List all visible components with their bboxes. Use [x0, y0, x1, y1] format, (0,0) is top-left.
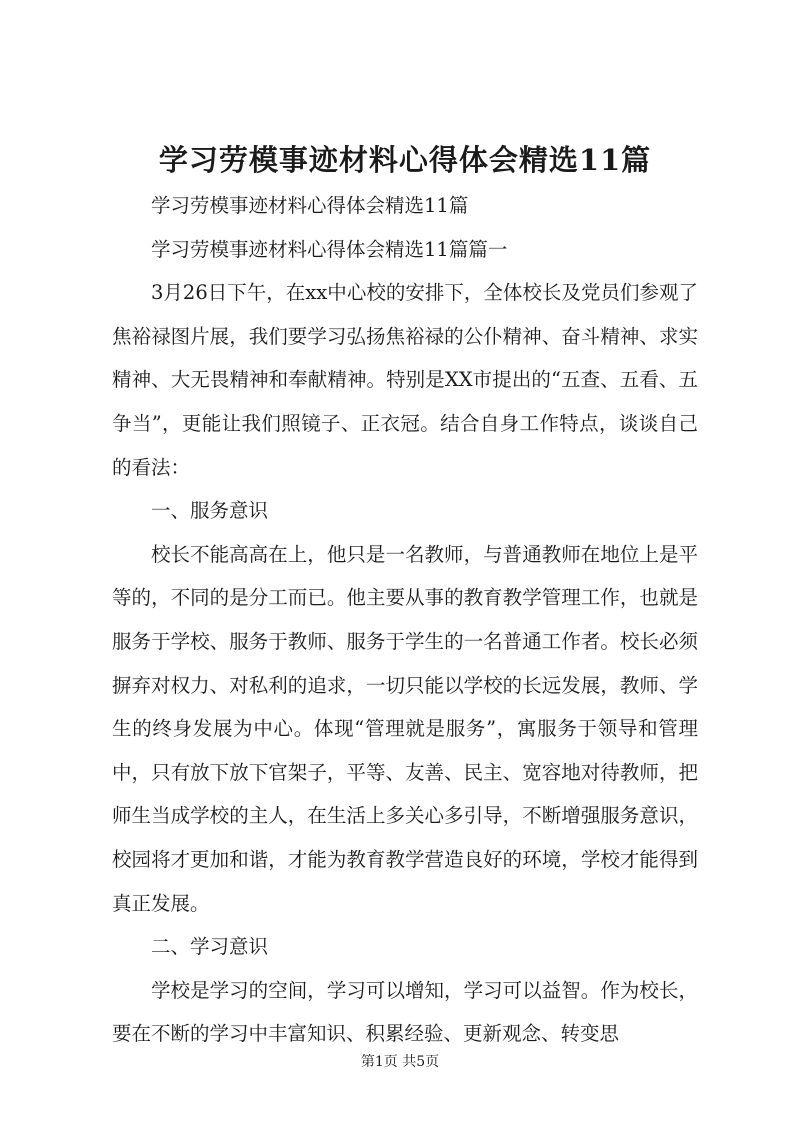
body-paragraph: 学校是学习的空间，学习可以增知，学习可以益智。作为校长，要在不断的学习中丰富知识、积累经验、更新观念、转变思: [112, 978, 698, 1046]
body-paragraph: 3月26日下午，在xx中心校的安排下，全体校长及党员们参观了焦裕禄图片展，我们要学习弘扬焦裕禄的公仆精神、奋斗精神、求实精神、大无畏精神和奉献精神。特别是XX市提出的“五查、五看、五争当”，更能让我们照镜子、正衣冠。结合自身工作特点，谈谈自己的看法：: [112, 281, 698, 479]
body-paragraph: 校长不能高高在上，他只是一名教师，与普通教师在地位上是平等的，不同的是分工而已。他主要从事的教育教学管理工作，也就是服务于学校、服务于教师、服务于学生的一名普通工作者。校长必须摒弃对权力、对私利的追求，一切只能以学校的长远发展，教师、学生的终身发展为中心。体现“管理就是服务”，寓服务于领导和管理中，只有放下放下官架子，平等、友善、民主、宽容地对待教师，把师生当成学校的主人，在生活上多关心多引导，不断增强服务意识，校园将才更加和谐，才能为教育教学营造良好的环境，学校才能得到真正发展。: [112, 542, 698, 915]
section-heading-part-one: 学习劳模事迹材料心得体会精选11篇篇一: [151, 237, 508, 261]
subtitle-paragraph: 学习劳模事迹材料心得体会精选11篇: [151, 194, 469, 217]
section-heading-service: 一、服务意识: [151, 499, 269, 523]
document-body: [112, 184, 698, 1056]
document-title: 学习劳模事迹材料心得体会精选11篇: [158, 143, 652, 177]
section-heading-learning: 二、学习意识: [151, 935, 269, 959]
page-number-footer: 第1页 共5页: [360, 1054, 440, 1070]
